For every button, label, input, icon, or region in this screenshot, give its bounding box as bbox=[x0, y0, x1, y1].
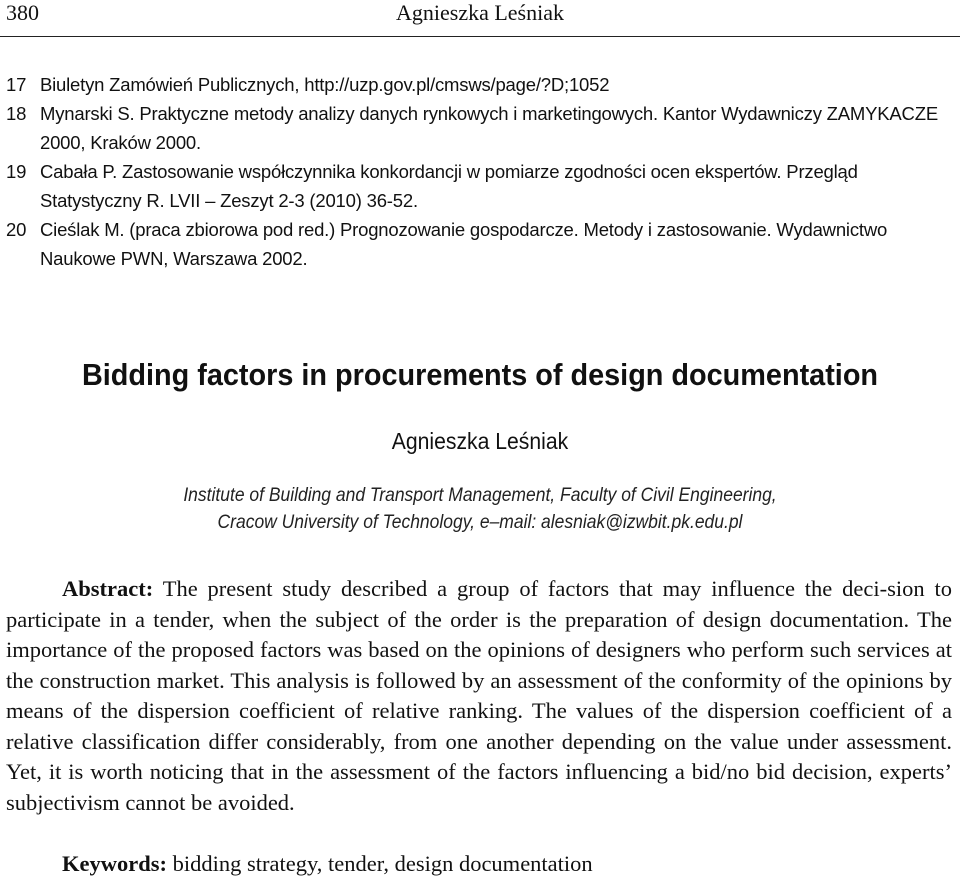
reference-text: Mynarski S. Praktyczne metody analizy danych rynkowych i marketingowych. Kantor Wydawniczy ZAMYKACZE 2000, Kraków 2000. bbox=[40, 103, 938, 153]
reference-text: Cabała P. Zastosowanie współczynnika konkordancji w pomiarze zgodności ocen ekspertów. Przegląd Statystyczny R. LVII – Zeszyt 2-3 (2010) 36-52. bbox=[40, 161, 858, 211]
abstract bbox=[6, 574, 952, 818]
affiliation-line-2: Cracow University of Technology, e–mail: alesniak@izwbit.pk.edu.pl bbox=[217, 512, 743, 533]
abstract-text: The present study described a group of factors that may influence the deci-sion to participate in a tender, when the subject of the order is the preparation of design documentation. The importance of the proposed factors was based on the opinions of designers who perform such services at the construction market. This analysis is followed by an assessment of the conformity of the opinions by means of the dispersion coefficient of relative ranking. The values of the dispersion coefficient of a relative classification differ considerably, from one another depending on the value under assessment. Yet, it is worth noticing that in the assessment of the factors influencing a bid/no bid decision, experts’ subjectivism cannot be avoided. bbox=[6, 576, 952, 815]
keywords-label: Keywords: bbox=[62, 851, 167, 876]
abstract-label: Abstract: bbox=[62, 576, 154, 601]
reference-item bbox=[6, 99, 946, 157]
paper-author: Agnieszka Leśniak bbox=[391, 428, 569, 454]
reference-item bbox=[6, 157, 946, 215]
affiliation-line-1: Institute of Building and Transport Management, Faculty of Civil Engineering, bbox=[183, 485, 777, 506]
reference-number: 17 bbox=[6, 74, 27, 95]
reference-number: 20 bbox=[6, 219, 27, 240]
reference-item bbox=[6, 215, 946, 273]
reference-list bbox=[6, 70, 946, 273]
keywords-text: bidding strategy, tender, design documentation bbox=[172, 851, 593, 876]
page-header bbox=[0, 0, 960, 34]
reference-number: 18 bbox=[6, 103, 27, 124]
keywords bbox=[62, 849, 593, 879]
header-divider bbox=[0, 36, 960, 37]
reference-number: 19 bbox=[6, 161, 27, 182]
reference-item bbox=[6, 70, 946, 99]
reference-text: Cieślak M. (praca zbiorowa pod red.) Prognozowanie gospodarcze. Metody i zastosowanie. Wydawnictwo Naukowe PWN, Warszawa 2002. bbox=[40, 219, 888, 269]
running-head: Agnieszka Leśniak bbox=[396, 0, 564, 25]
author-affiliation bbox=[38, 482, 921, 536]
reference-text: Biuletyn Zamówień Publicznych, http://uzp.gov.pl/cmsws/page/?D;1052 bbox=[40, 74, 610, 95]
paper-title: Bidding factors in procurements of design documentation bbox=[81, 357, 879, 392]
page-number: 380 bbox=[6, 0, 39, 25]
